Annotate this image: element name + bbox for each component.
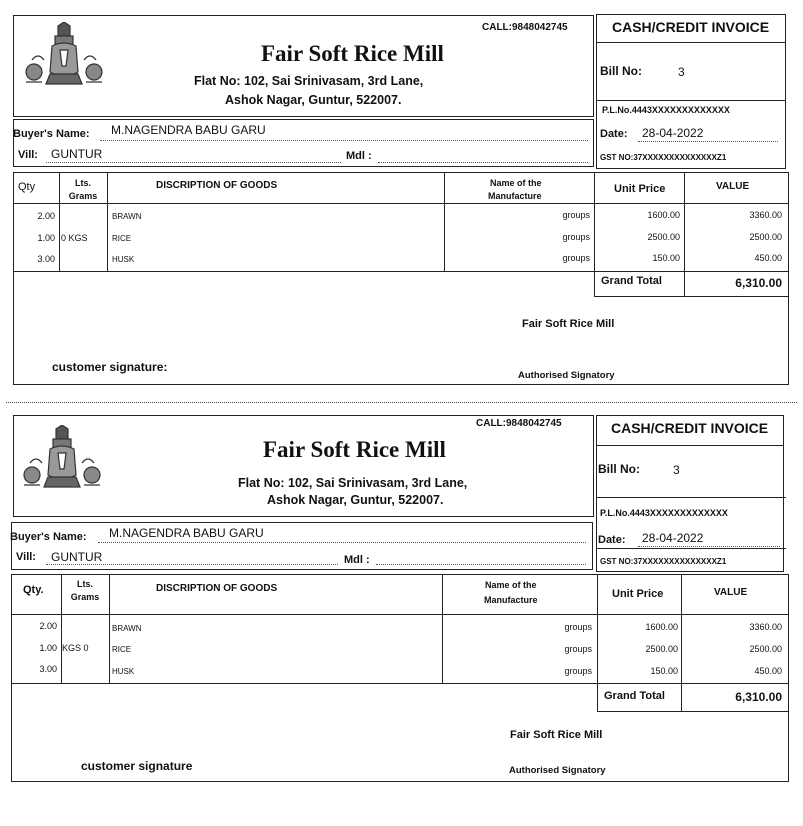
company-name: Fair Soft Rice Mill [263,437,446,462]
date-value: 28-04-2022 [642,531,704,545]
row-mfr: groups [564,666,592,676]
grand-total-label: Grand Total [604,690,665,702]
pl-number: P.L.No.4443XXXXXXXXXXXXX [602,105,730,115]
grand-total-value: 6,310.00 [735,276,782,290]
row-qty: 2.00 [37,211,55,221]
row-qty: 1.00 [39,643,57,653]
row-desc: BRAWN [112,212,142,221]
grams-header: Grams [70,592,100,602]
row-value: 2500.00 [749,232,782,242]
authorised-signatory: Authorised Signatory [509,765,606,776]
company-address-line2: Ashok Nagar, Guntur, 522007. [267,493,444,507]
unit-price-header: Unit Price [614,183,666,195]
mdl-label: Mdl : [346,150,372,162]
row-mfr: groups [562,232,590,242]
row-mfr: groups [564,622,592,632]
row-value: 450.00 [754,666,782,676]
buyer-name-label: Buyer's Name: [10,531,87,543]
row-price: 1600.00 [647,210,680,220]
row-desc: RICE [112,234,132,243]
qty-header: Qty [18,181,36,193]
vill-label: Vill: [16,551,36,563]
mdl-label: Mdl : [344,554,370,566]
vill-value: GUNTUR [51,550,103,564]
invoice-info-box [596,14,786,169]
company-address-line1: Flat No: 102, Sai Srinivasam, 3rd Lane, [238,476,468,490]
gst-number: GST NO:37XXXXXXXXXXXXXXZ1 [600,557,727,566]
row-mfr: groups [562,253,590,263]
lts-header: Lts. [74,178,91,188]
grand-total-value: 6,310.00 [735,690,782,704]
mfr-header-2: Manufacture [488,191,542,201]
authorised-signatory: Authorised Signatory [518,370,615,381]
buyer-name-value: M.NAGENDRA BABU GARU [109,526,264,540]
unit-price-header: Unit Price [612,588,664,600]
bill-no-value: 3 [678,65,685,79]
items-table [11,574,789,782]
cut-line-divider [6,402,797,403]
phone-number: CALL:9848042745 [482,22,568,33]
row-value: 2500.00 [749,644,782,654]
pl-number: P.L.No.4443XXXXXXXXXXXXX [600,508,728,518]
row-qty: 3.00 [39,664,57,674]
mfr-header-2: Manufacture [484,595,538,605]
row-mfr: groups [564,644,592,654]
value-header: VALUE [716,181,750,192]
lts-header: Lts. [76,579,93,589]
deity-logo-icon [22,22,106,90]
row-qty: 2.00 [39,621,57,631]
bill-no-value: 3 [673,463,680,477]
bill-no-label: Bill No: [600,64,642,78]
invoice-title: CASH/CREDIT INVOICE [611,420,769,436]
desc-header: DISCRIPTION OF GOODS [156,180,278,191]
date-value: 28-04-2022 [642,126,704,140]
invoice-title: CASH/CREDIT INVOICE [612,19,770,35]
customer-signature-label: customer signature [81,759,193,773]
row-price: 150.00 [650,666,678,676]
row-desc: HUSK [112,667,135,676]
buyer-name-label: Buyer's Name: [13,128,90,140]
vill-value: GUNTUR [51,147,103,161]
mfr-header-1: Name of the [485,580,537,590]
value-header: VALUE [714,587,748,598]
desc-header: DISCRIPTION OF GOODS [156,583,278,594]
footer-company-name: Fair Soft Rice Mill [510,729,603,741]
company-address-line2: Ashok Nagar, Guntur, 522007. [225,93,402,107]
grams-header: Grams [68,191,98,201]
qty-header: Qty. [23,584,44,596]
mfr-header-1: Name of the [490,178,542,188]
row-price: 2500.00 [645,644,678,654]
row-qty: 1.00 [37,233,55,243]
company-name: Fair Soft Rice Mill [261,41,444,66]
date-label: Date: [598,534,626,546]
row-value: 450.00 [754,253,782,263]
row-price: 2500.00 [647,232,680,242]
phone-number: CALL:9848042745 [476,418,562,429]
grand-total-label: Grand Total [601,275,662,287]
date-label: Date: [600,128,628,140]
customer-signature-label: customer signature: [52,360,168,374]
row-lts: 0 KGS [61,233,88,243]
row-price: 1600.00 [645,622,678,632]
row-desc: HUSK [112,255,135,264]
row-value: 3360.00 [749,622,782,632]
vill-label: Vill: [18,149,38,161]
footer-company-name: Fair Soft Rice Mill [522,318,615,330]
buyer-name-value: M.NAGENDRA BABU GARU [111,123,266,137]
row-price: 150.00 [652,253,680,263]
row-qty: 3.00 [37,254,55,264]
gst-number: GST NO:37XXXXXXXXXXXXXXZ1 [600,153,727,162]
row-desc: BRAWN [112,624,142,633]
row-value: 3360.00 [749,210,782,220]
row-mfr: groups [562,210,590,220]
row-lts: 0 KGS [62,643,89,653]
company-address-line1: Flat No: 102, Sai Srinivasam, 3rd Lane, [194,74,424,88]
deity-logo-icon [20,425,104,493]
row-desc: RICE [112,645,132,654]
bill-no-label: Bill No: [598,462,640,476]
